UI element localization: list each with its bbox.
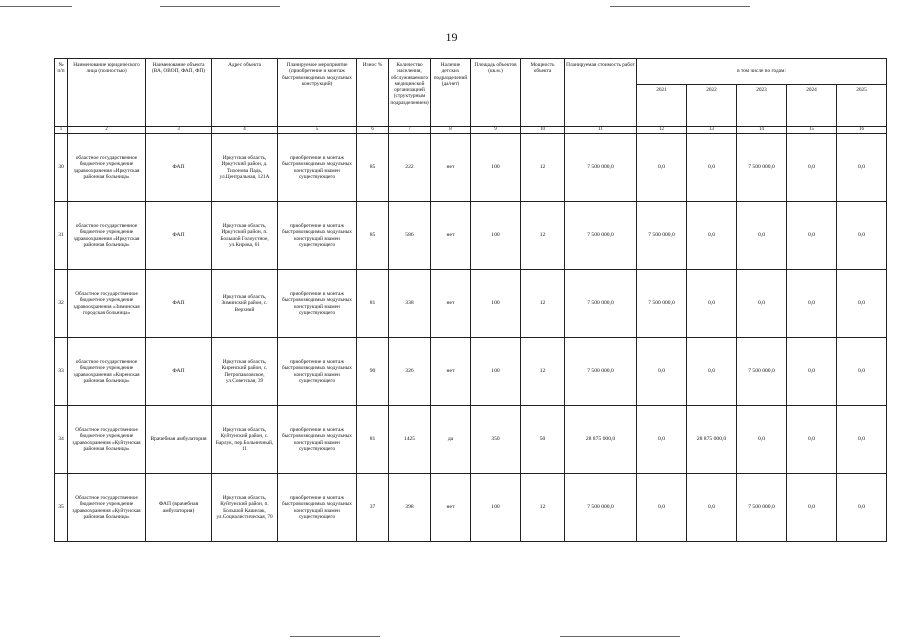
cell-no: 34 [55,406,68,474]
cell-2021: 0,0 [637,474,687,542]
cell-2022: 0,0 [687,338,737,406]
cell-address: Иркутская область, Зиминский район, с. Верхний [212,270,278,338]
cell-object-name: ФАП [146,338,212,406]
cell-org: областное государственное бюджетное учреждение здравоохранения «Иркутская районная больница» [68,202,146,270]
cell-2023: 0,0 [737,406,787,474]
cell-children: нет [431,134,471,202]
cell-2021: 0,0 [637,338,687,406]
cell-2023: 7 500 000,0 [737,474,787,542]
table-row [55,202,887,270]
cell-capacity: 12 [521,202,565,270]
cell-children: да [431,406,471,474]
cell-area: 100 [471,202,521,270]
cell-2024: 0,0 [787,202,837,270]
column-number: 16 [837,127,887,134]
cell-capacity: 12 [521,338,565,406]
cell-no: 32 [55,270,68,338]
cell-object-name: ФАП [146,202,212,270]
cell-capacity: 50 [521,406,565,474]
column-number: 7 [389,127,431,134]
cell-population: 338 [389,270,431,338]
cell-2022: 0,0 [687,134,737,202]
header-cost: Планируемая стоимость работ [565,59,637,127]
cell-2025: 0,0 [837,406,887,474]
page-number: 19 [445,30,458,44]
cell-wear: 90 [357,338,389,406]
header-population: Количество населения, обслуживаемого медицинской организацией (структурным подразделением) [389,59,431,127]
cell-cost: 7 500 000,0 [565,202,637,270]
cell-area: 350 [471,406,521,474]
column-number: 1 [55,127,68,134]
column-number: 6 [357,127,389,134]
cell-address: Иркутская область, Киренский район, с. Петропавловское, ул.Советская, 39 [212,338,278,406]
cell-org: Областное государственное бюджетное учреждение здравоохранения «Куйтунская районная больница» [68,406,146,474]
column-number: 2 [68,127,146,134]
cell-cost: 28 875 000,0 [565,406,637,474]
column-number: 12 [637,127,687,134]
cell-2022: 0,0 [687,474,737,542]
cell-object-name: ФАП [146,270,212,338]
cell-2022: 0,0 [687,202,737,270]
table-row [55,338,887,406]
cell-address: Иркутская область, Иркутский район, д. Тихонова Падь, ул.Центральная, 121А [212,134,278,202]
cell-object-name: ФАП (врачебная амбулатория) [146,474,212,542]
column-number: 15 [787,127,837,134]
header-address: Адрес объекта [212,59,278,127]
cell-2025: 0,0 [837,134,887,202]
cell-cost: 7 500 000,0 [565,134,637,202]
cell-org: Областное государственное бюджетное учреждение здравоохранения «Куйтунская районная больница» [68,474,146,542]
cell-children: нет [431,338,471,406]
cell-2022: 28 875 000,0 [687,406,737,474]
scan-edge-mark [610,6,750,7]
header-year-2024: 2024 [787,85,837,127]
cell-2022: 0,0 [687,270,737,338]
cell-no: 31 [55,202,68,270]
cell-object-name: ФАП [146,134,212,202]
cell-capacity: 12 [521,134,565,202]
cell-2023: 0,0 [737,202,787,270]
cell-population: 1425 [389,406,431,474]
cell-capacity: 12 [521,270,565,338]
cell-no: 33 [55,338,68,406]
cell-population: 398 [389,474,431,542]
column-number: 4 [212,127,278,134]
cell-2023: 7 500 000,0 [737,338,787,406]
table-row [55,134,887,202]
cell-2021: 7 500 000,0 [637,270,687,338]
cell-children: нет [431,474,471,542]
scan-edge-mark [560,636,680,637]
cell-cost: 7 500 000,0 [565,270,637,338]
scan-edge-mark [0,6,72,7]
cell-area: 100 [471,134,521,202]
table-row [55,474,887,542]
cell-activity: приобретение и монтаж быстровозводимых модульных конструкций взамен существующего [278,202,357,270]
cell-activity: приобретение и монтаж быстровозводимых модульных конструкций взамен существующего [278,406,357,474]
column-number: 13 [687,127,737,134]
header-wear: Износ % [357,59,389,127]
column-number: 8 [431,127,471,134]
column-number: 9 [471,127,521,134]
cell-wear: 81 [357,270,389,338]
cell-area: 100 [471,474,521,542]
cell-activity: приобретение и монтаж быстровозводимых модульных конструкций взамен существующего [278,338,357,406]
cell-no: 30 [55,134,68,202]
document-table-wrapper [54,58,887,542]
cell-wear: 85 [357,134,389,202]
header-children: Наличие детских подразделений (да/нет) [431,59,471,127]
cell-org: областное государственное бюджетное учреждение здравоохранения «Иркутская районная больница» [68,134,146,202]
cell-activity: приобретение и монтаж быстровозводимых модульных конструкций взамен существующего [278,270,357,338]
header-org: Наименование юридического лица (полностью) [68,59,146,127]
cell-2023: 0,0 [737,270,787,338]
cell-population: 222 [389,134,431,202]
table-row [55,406,887,474]
cell-2025: 0,0 [837,270,887,338]
cell-population: 586 [389,202,431,270]
scan-edge-mark [290,636,380,637]
cell-population: 326 [389,338,431,406]
header-no: № п/п [55,59,68,127]
cell-2021: 7 500 000,0 [637,202,687,270]
column-number: 11 [565,127,637,134]
header-year-2022: 2022 [687,85,737,127]
cell-object-name: Врачебная амбулатория [146,406,212,474]
cell-2021: 0,0 [637,134,687,202]
scan-edge-mark [160,6,280,7]
cell-2025: 0,0 [837,338,887,406]
cell-area: 100 [471,338,521,406]
cell-wear: 85 [357,202,389,270]
cell-address: Иркутская область, Куйтунский район, с. Барлук, пер.Больничный, 11 [212,406,278,474]
cell-cost: 7 500 000,0 [565,474,637,542]
cell-activity: приобретение и монтаж быстровозводимых модульных конструкций взамен существующего [278,474,357,542]
cell-cost: 7 500 000,0 [565,338,637,406]
cell-2021: 0,0 [637,406,687,474]
cell-2025: 0,0 [837,202,887,270]
cell-no: 35 [55,474,68,542]
cell-2025: 0,0 [837,474,887,542]
cell-2024: 0,0 [787,134,837,202]
cell-org: Областное государственное бюджетное учреждение здравоохранения «Зиминская городская больница» [68,270,146,338]
header-year-2021: 2021 [637,85,687,127]
cell-capacity: 12 [521,474,565,542]
column-number: 3 [146,127,212,134]
column-number: 14 [737,127,787,134]
header-area: Площадь объектов (кв.м.) [471,59,521,127]
table-row [55,270,887,338]
cell-wear: 81 [357,406,389,474]
column-number: 10 [521,127,565,134]
cell-2024: 0,0 [787,270,837,338]
header-object-name: Наименование объекта (ВА, ОВОП, ФАП, ФП) [146,59,212,127]
table-body [55,134,887,542]
cell-2023: 7 500 000,0 [737,134,787,202]
cell-2024: 0,0 [787,338,837,406]
header-year-2025: 2025 [837,85,887,127]
cell-activity: приобретение и монтаж быстровозводимых модульных конструкций взамен существующего [278,134,357,202]
cell-2024: 0,0 [787,406,837,474]
cell-org: областное государственное бюджетное учреждение здравоохранения «Киренская районная больница» [68,338,146,406]
header-capacity: Мощность объекта [521,59,565,127]
cell-wear: 37 [357,474,389,542]
header-activity: Планируемое мероприятие (приобретение и монтаж быстровозводимых модульных конструкций) [278,59,357,127]
cell-address: Иркутская область, Куйтунский район, п. Большой Кашелак, ул.Социалистическая, 70 [212,474,278,542]
cell-area: 100 [471,270,521,338]
cell-2024: 0,0 [787,474,837,542]
objects-table [54,58,887,542]
cell-children: нет [431,202,471,270]
column-number: 5 [278,127,357,134]
column-numbers-row [55,127,887,134]
header-by-years: в том числе по годам: [637,59,887,85]
cell-address: Иркутская область, Иркутский район, п. Большой Голоустное, ул.Кирова, 61 [212,202,278,270]
cell-children: нет [431,270,471,338]
header-year-2023: 2023 [737,85,787,127]
